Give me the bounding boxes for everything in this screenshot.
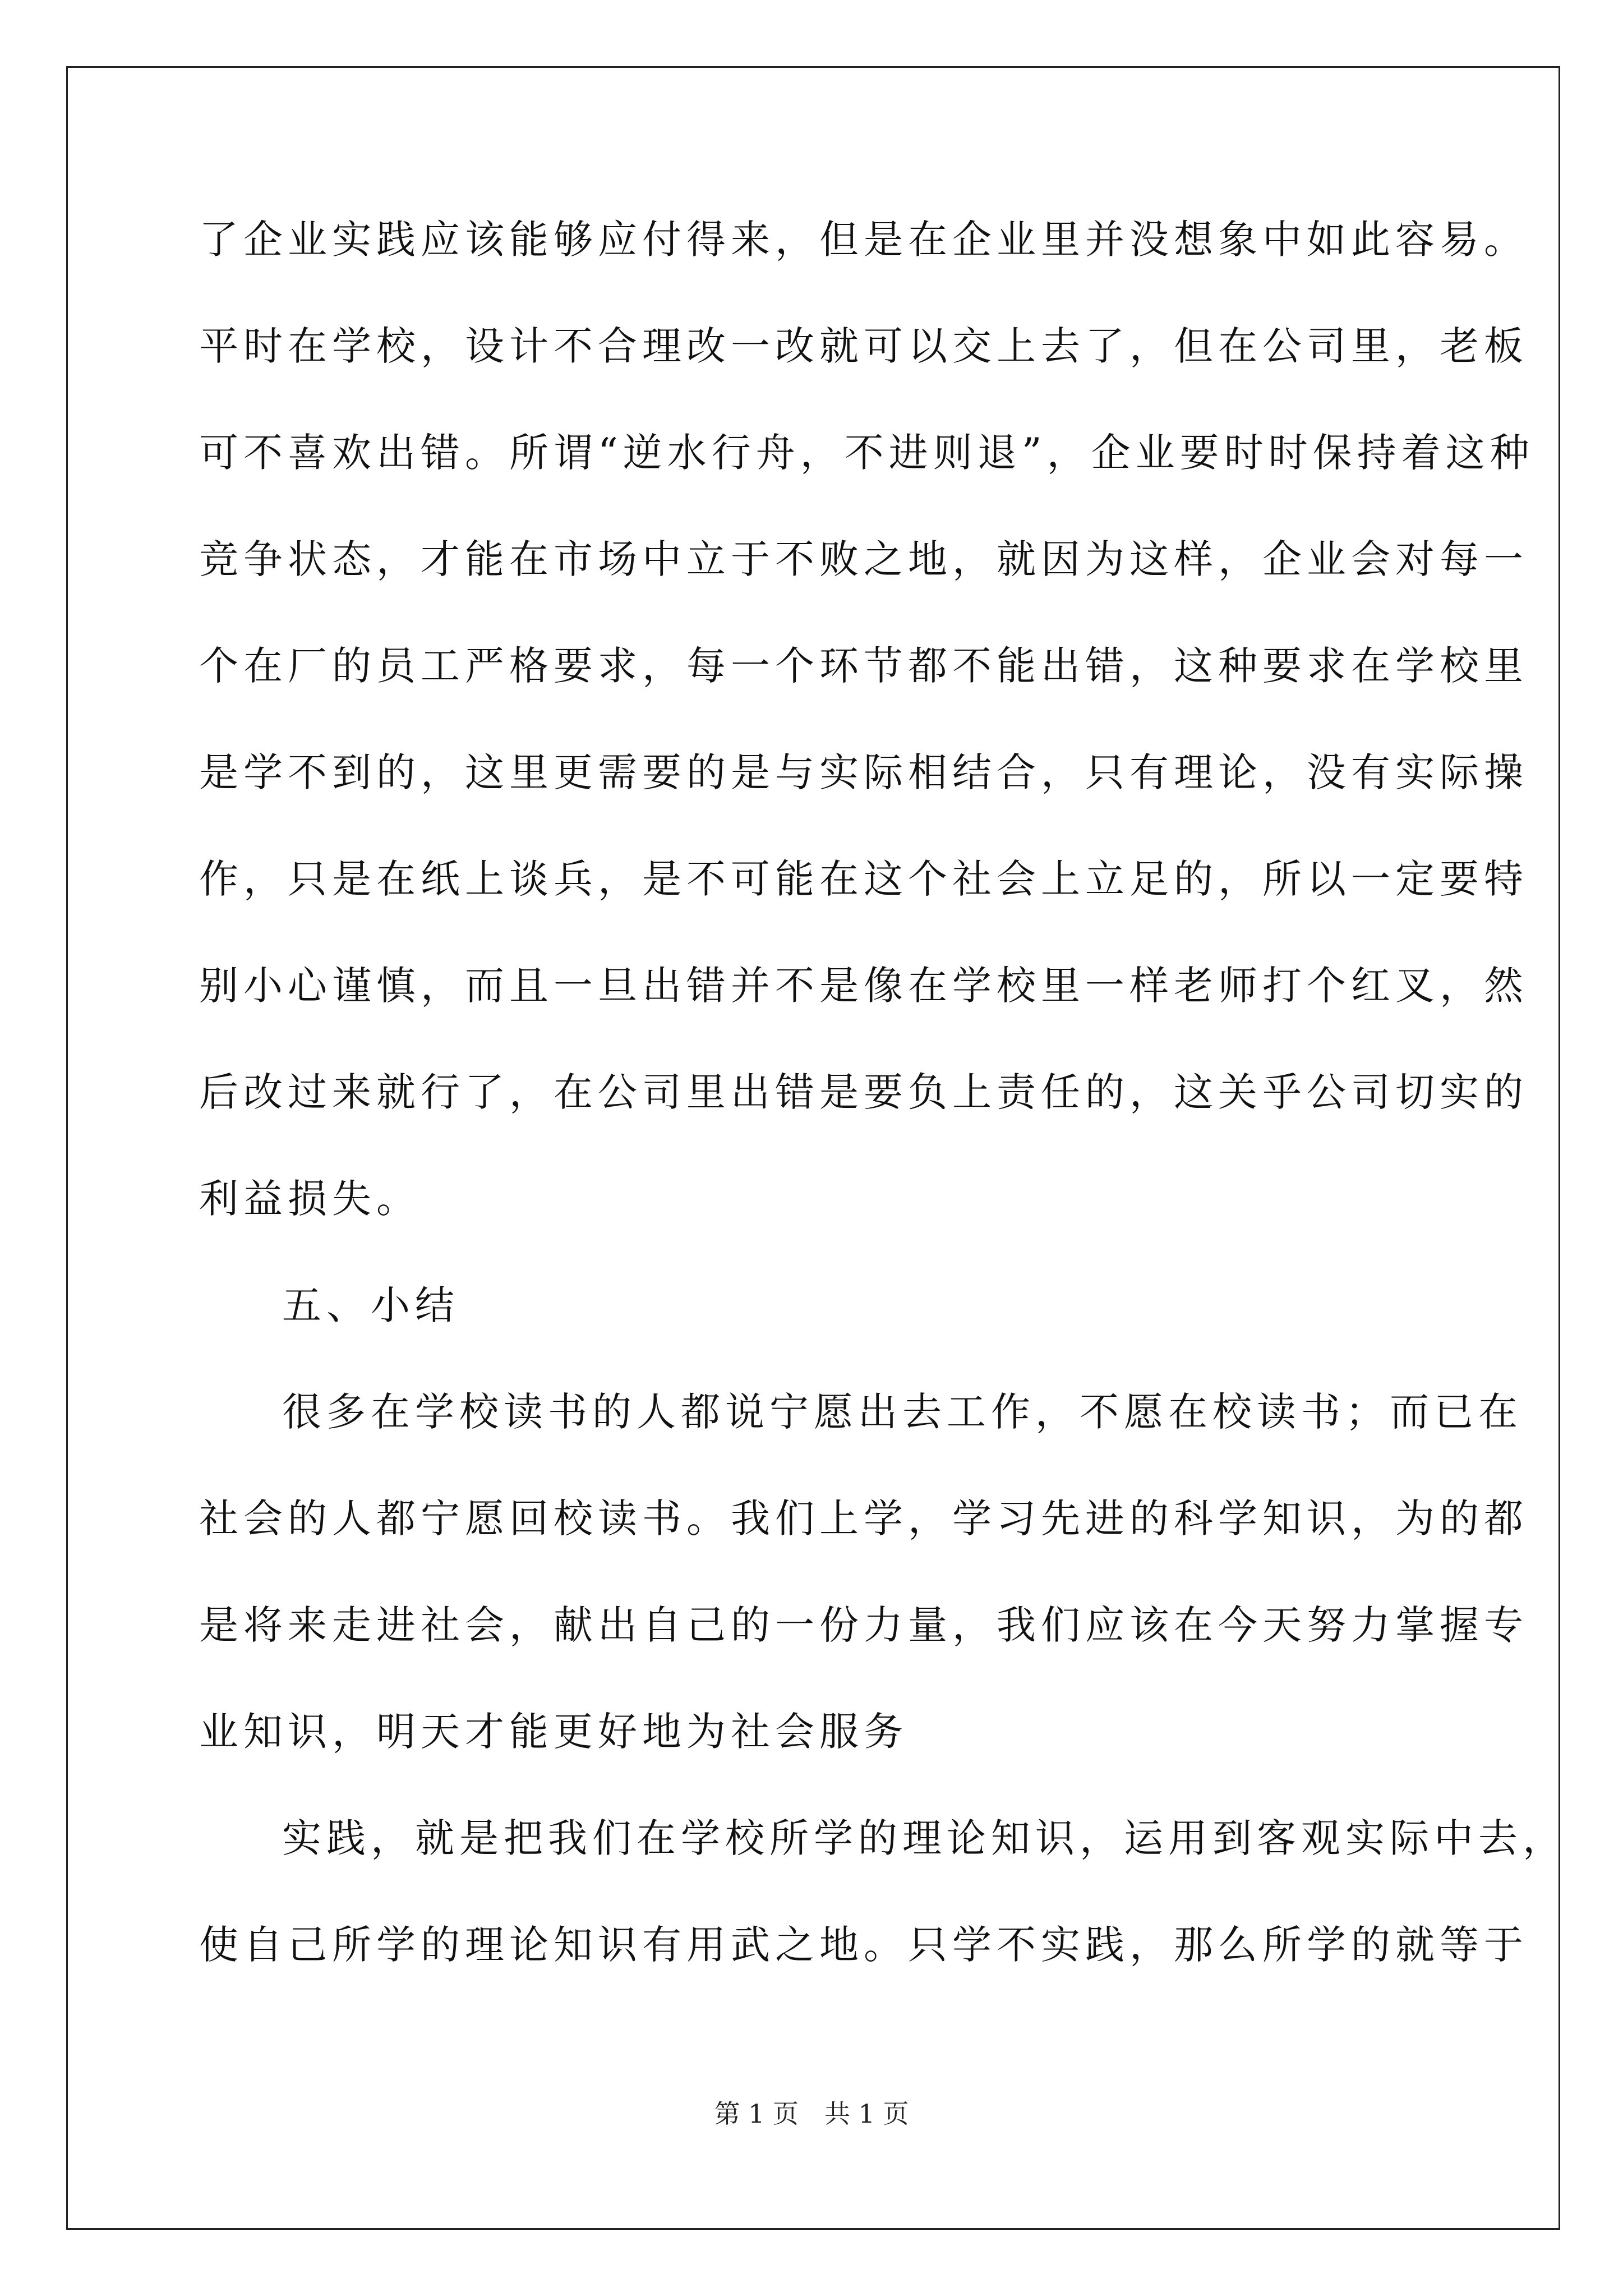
text-line: 是将来走进社会，献出自己的一份力量，我们应该在今天努力掌握专: [199, 1602, 1528, 1648]
text-line: 别小心谨慎，而且一旦出错并不是像在学校里一样老师打个红叉，然: [199, 963, 1528, 1009]
text-line: 是学不到的，这里更需要的是与实际相结合，只有理论，没有实际操: [199, 749, 1528, 795]
text-line: 社会的人都宁愿回校读书。我们上学，学习先进的科学知识，为的都: [199, 1496, 1528, 1542]
text-line: 可不喜欢出错。所谓“逆水行舟，不进则退”，企业要时时保持着这种: [199, 430, 1534, 476]
text-line: 利益损失。: [199, 1176, 421, 1222]
text-line: 竞争状态，才能在市场中立于不败之地，就因为这样，企业会对每一: [199, 536, 1528, 582]
text-line: 实践，就是把我们在学校所学的理论知识，运用到客观实际中去，: [282, 1815, 1567, 1861]
text-line: 业知识，明天才能更好地为社会服务: [199, 1709, 908, 1755]
text-line: 使自己所学的理论知识有用武之地。只学不实践，那么所学的就等于: [199, 1922, 1528, 1968]
page-footer: 第 1 页 共 1 页: [714, 2099, 909, 2129]
text-line: 平时在学校，设计不合理改一改就可以交上去了，但在公司里，老板: [199, 323, 1528, 369]
text-line: 后改过来就行了，在公司里出错是要负上责任的，这关乎公司切实的: [199, 1069, 1528, 1115]
section-heading: 五、小结: [282, 1282, 459, 1328]
text-line: 了企业实践应该能够应付得来，但是在企业里并没想象中如此容易。: [199, 217, 1528, 263]
document-body: [199, 213, 1567, 2025]
text-line: 作，只是在纸上谈兵，是不可能在这个社会上立足的，所以一定要特: [199, 856, 1528, 902]
text-line: 很多在学校读书的人都说宁愿出去工作，不愿在校读书；而已在: [282, 1389, 1523, 1435]
text-line: 个在厂的员工严格要求，每一个环节都不能出错，这种要求在学校里: [199, 643, 1528, 689]
